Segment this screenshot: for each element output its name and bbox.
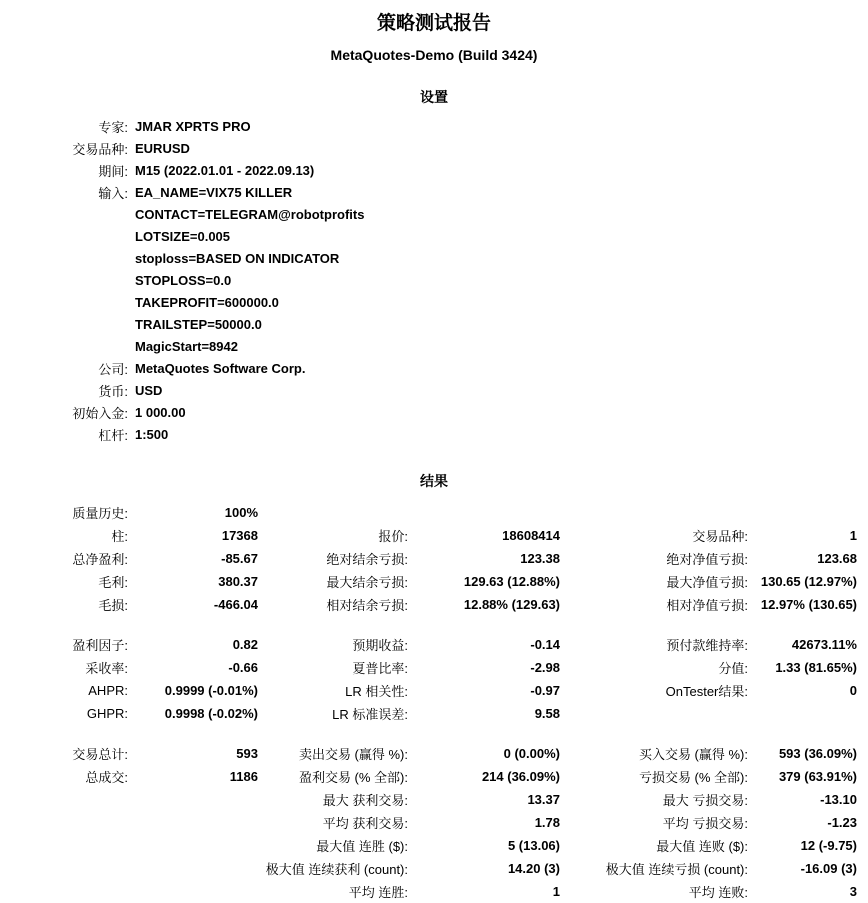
result-value-1: 0.9999 (-0.01%) [164,683,258,698]
setting-value: TRAILSTEP=50000.0 [135,316,262,332]
result-row [0,702,857,725]
result-value-3: 12.97% (130.65) [760,597,857,612]
result-value-2: 1 [552,884,560,899]
setting-value: stoploss=BASED ON INDICATOR [135,250,340,266]
result-label-2: 平均 连胜: [348,885,408,900]
settings-row [0,115,364,137]
setting-label: 期间: [98,163,128,179]
result-label-3: 分值: [718,661,748,676]
settings-row [0,181,364,203]
result-label-2: 最大值 连胜 ($): [316,839,408,854]
result-value-2: -0.14 [530,637,560,652]
result-row [0,742,857,765]
setting-value: M15 (2022.01.01 - 2022.09.13) [135,162,315,178]
setting-value: 1 000.00 [135,404,186,420]
result-label-3: 交易品种: [692,529,748,544]
result-value-2: -0.97 [530,683,560,698]
result-label-3: 绝对净值亏损: [666,552,748,567]
result-label-1: 毛利: [98,575,128,590]
result-label-1: 盈利因子: [72,638,128,653]
result-value-3: 12 (-9.75) [800,838,857,853]
result-value-1: 380.37 [218,574,258,589]
result-value-1 [128,857,258,880]
result-label-1: 采收率: [85,661,128,676]
result-row [0,811,857,834]
result-label-2: 最大 获利交易: [322,793,408,808]
result-label-2: 报价: [378,529,408,544]
result-label-2: 相对结余亏损: [326,598,408,613]
setting-label: 杠杆: [98,427,128,443]
settings-table [0,115,364,445]
result-value-1: 0.9998 (-0.02%) [164,706,258,721]
result-value-1 [128,788,258,811]
result-label-1 [0,834,128,857]
setting-value: USD [135,382,163,398]
result-row [0,834,857,857]
result-row [0,570,857,593]
setting-label: 输入: [98,185,128,201]
result-label-3: 相对净值亏损: [666,598,748,613]
result-value-3: -13.10 [820,792,857,807]
result-label-2: LR 标准误差: [332,707,408,722]
setting-label: 初始入金: [72,405,128,421]
result-value-2: 5 (13.06) [507,838,560,853]
result-label-3: 最大值 连败 ($): [656,839,748,854]
settings-row [0,203,364,225]
settings-row [0,225,364,247]
result-label-1: 总成交: [85,770,128,785]
result-label-1 [0,811,128,834]
result-label-3: OnTester结果: [665,684,748,699]
setting-label: 专家: [98,119,128,135]
settings-row [0,159,364,181]
result-label-1 [0,857,128,880]
result-value-1 [128,880,258,903]
setting-label [0,203,128,225]
result-value-1: 100% [224,505,258,520]
result-row [0,593,857,616]
result-label-3: 买入交易 (赢得 %): [638,747,748,762]
report-title: 策略测试报告 [376,13,491,34]
setting-value: STOPLOSS=0.0 [135,272,232,288]
result-label-1: GHPR: [86,706,128,721]
result-label-1: 交易总计: [72,747,128,762]
setting-label [0,225,128,247]
settings-row [0,291,364,313]
result-value-2: 13.37 [527,792,560,807]
result-label-2: 卖出交易 (赢得 %): [298,747,408,762]
result-label-3: 极大值 连续亏损 (count): [605,862,748,877]
result-row [0,501,857,524]
result-label-2: 最大结余亏损: [326,575,408,590]
result-value-2: 18608414 [502,528,560,543]
result-row [0,765,857,788]
result-label-1: AHPR: [88,683,128,698]
result-value-3 [748,501,857,524]
result-label-3: 预付款维持率: [666,638,748,653]
result-value-3: 1 [849,528,857,543]
settings-row [0,379,364,401]
result-row [0,656,857,679]
result-value-3: 3 [849,884,857,899]
result-label-2: 预期收益: [352,638,408,653]
setting-label: 公司: [98,361,128,377]
setting-label: 货币: [98,383,128,399]
result-value-2: 12.88% (129.63) [463,597,560,612]
result-row [0,547,857,570]
result-row [0,524,857,547]
result-label-2: 盈利交易 (% 全部): [298,770,408,785]
result-value-3 [748,702,857,725]
result-label-2: LR 相关性: [345,684,408,699]
result-value-3: 130.65 (12.97%) [760,574,857,589]
result-value-2: 9.58 [534,706,560,721]
setting-value: EURUSD [135,140,190,156]
settings-row [0,137,364,159]
settings-header: 设置 [420,89,448,105]
result-label-1 [0,788,128,811]
result-value-3: 42673.11% [791,637,857,652]
result-row [0,679,857,702]
setting-value: 1:500 [135,426,169,442]
result-value-3: 379 (63.91%) [778,769,857,784]
settings-row [0,357,364,379]
setting-value: JMAR XPRTS PRO [135,118,251,134]
result-label-2: 平均 获利交易: [322,816,408,831]
settings-row [0,269,364,291]
setting-value: TAKEPROFIT=600000.0 [135,294,279,310]
setting-value: MetaQuotes Software Corp. [135,360,306,376]
settings-row [0,335,364,357]
result-value-3: 123.68 [817,551,857,566]
spacer-row [0,725,857,742]
result-value-2: -2.98 [530,660,560,675]
setting-label [0,291,128,313]
result-value-3: -1.23 [827,815,857,830]
result-value-1: -85.67 [221,551,258,566]
result-label-3: 最大 亏损交易: [662,793,748,808]
result-value-1: -0.66 [228,660,258,675]
setting-value: CONTACT=TELEGRAM@robotprofits [135,206,365,222]
setting-value: EA_NAME=VIX75 KILLER [135,184,293,200]
settings-row [0,423,364,445]
result-value-3: -16.09 (3) [800,861,857,876]
setting-label: 交易品种: [72,141,128,157]
result-value-1: 593 [236,746,258,761]
result-value-1: 0.82 [232,637,258,652]
setting-label [0,335,128,357]
spacer-row [0,616,857,633]
setting-label [0,269,128,291]
result-label-3 [560,501,748,524]
result-label-1: 毛损: [98,598,128,613]
result-value-2: 129.63 (12.88%) [463,574,560,589]
result-value-3: 593 (36.09%) [778,746,857,761]
result-label-3: 亏损交易 (% 全部): [638,770,748,785]
result-value-1: 1186 [229,769,258,784]
result-value-1 [128,811,258,834]
result-label-1: 柱: [111,529,128,544]
result-value-2: 14.20 (3) [507,861,560,876]
result-label-2: 绝对结余亏损: [326,552,408,567]
setting-value: LOTSIZE=0.005 [135,228,231,244]
result-label-2: 夏普比率: [352,661,408,676]
result-value-3: 1.33 (81.65%) [775,660,857,675]
result-value-1: 17368 [221,528,258,543]
result-value-1 [128,834,258,857]
settings-row [0,313,364,335]
result-value-2: 123.38 [520,551,560,566]
setting-label [0,313,128,335]
result-value-2 [408,501,560,524]
results-header: 结果 [420,473,448,489]
result-value-2: 1.78 [534,815,560,830]
setting-value: MagicStart=8942 [135,338,238,354]
report-subtitle: MetaQuotes-Demo (Build 3424) [330,47,538,63]
result-value-3: 0 [849,683,857,698]
result-row [0,880,857,903]
result-label-3 [560,702,748,725]
result-value-1: -466.04 [213,597,258,612]
result-label-1: 质量历史: [72,506,128,521]
result-label-3: 平均 亏损交易: [662,816,748,831]
settings-row [0,247,364,269]
result-label-3: 平均 连败: [688,885,748,900]
result-row [0,633,857,656]
setting-label [0,247,128,269]
result-label-2: 极大值 连续获利 (count): [265,862,408,877]
results-table [0,501,857,903]
result-value-2: 0 (0.00%) [503,746,560,761]
result-row [0,857,857,880]
settings-row [0,401,364,423]
result-label-2 [258,501,408,524]
result-label-1 [0,880,128,903]
result-label-3: 最大净值亏损: [666,575,748,590]
result-row [0,788,857,811]
result-label-1: 总净盈利: [72,552,128,567]
result-value-2: 214 (36.09%) [481,769,560,784]
